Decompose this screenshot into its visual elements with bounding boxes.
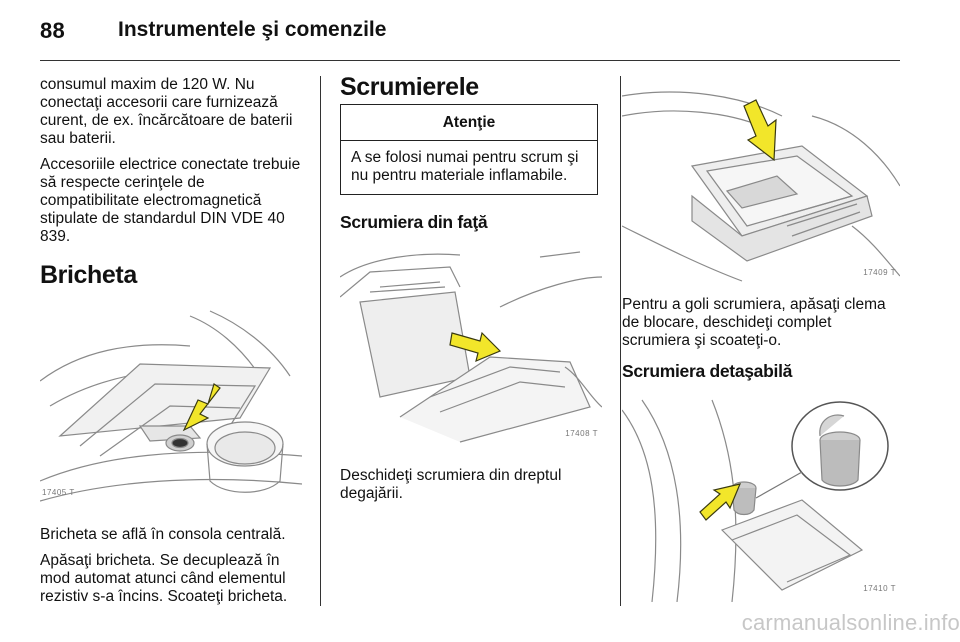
- heading-bricheta: Bricheta: [40, 261, 137, 289]
- front-ashtray-paragraph: Deschideţi scrumiera din dreptul degajării.: [340, 467, 562, 502]
- figure-cigarette-lighter: [40, 306, 302, 506]
- lighter-paragraph-2: Apăsaţi bricheta. Se decuplează în mod automat atunci când elementul rezistiv s-a încins. Scoateţi bricheta.: [40, 552, 288, 605]
- intro-paragraph-1: consumul maxim de 120 W. Nu conectaţi accesorii care furnizează curent, de ex. încărcătoare de baterii sau baterii.: [40, 76, 293, 147]
- figure-removable-ashtray: [622, 390, 900, 602]
- lighter-paragraph-1: Bricheta se află în consola centrală.: [40, 526, 286, 543]
- figure-code: 17410 T: [863, 584, 896, 593]
- header-rule: [40, 60, 900, 61]
- page-number: 88: [40, 18, 66, 43]
- figure-code: 17408 T: [565, 429, 598, 438]
- running-title: Instrumentele şi comenzile: [118, 18, 387, 41]
- warning-text: A se folosi numai pentru scrum şi nu pentru materiale inflamabile.: [351, 149, 579, 184]
- subheading-removable-ashtray: Scrumiera detaşabilă: [622, 361, 793, 381]
- heading-scrumierele: Scrumierele: [340, 73, 479, 101]
- front-ashtray-illustration: [340, 247, 602, 447]
- removable-ashtray-illustration: [622, 390, 900, 602]
- column-divider-left: [320, 76, 321, 606]
- column-1: [40, 76, 305, 614]
- watermark: carmanualsonline.info: [741, 610, 960, 635]
- intro-paragraph-2: Accesoriile electrice conectate trebuie să respecte cerinţele de compatibilitate electromagnetică stipulate de standardul DIN VDE 40 839.: [40, 156, 301, 245]
- warning-box: [340, 104, 598, 195]
- column-divider-right: [620, 76, 621, 606]
- cigarette-lighter-illustration: [40, 306, 302, 506]
- ashtray-removal-illustration: [622, 76, 900, 286]
- warning-title: Atenţie: [341, 105, 597, 141]
- column-3: [622, 76, 902, 602]
- column-2: [340, 73, 602, 511]
- figure-ashtray-removal: [622, 76, 900, 286]
- page-header: [40, 18, 900, 48]
- ashtray-removal-paragraph: Pentru a goli scrumiera, apăsaţi clema de blocare, deschideţi complet scrumiera şi scoateţi-o.: [622, 296, 886, 349]
- figure-code: 17409 T: [863, 268, 896, 277]
- figure-code: 17405 T: [42, 488, 75, 497]
- subheading-front-ashtray: Scrumiera din faţă: [340, 212, 488, 232]
- figure-front-ashtray: [340, 247, 602, 447]
